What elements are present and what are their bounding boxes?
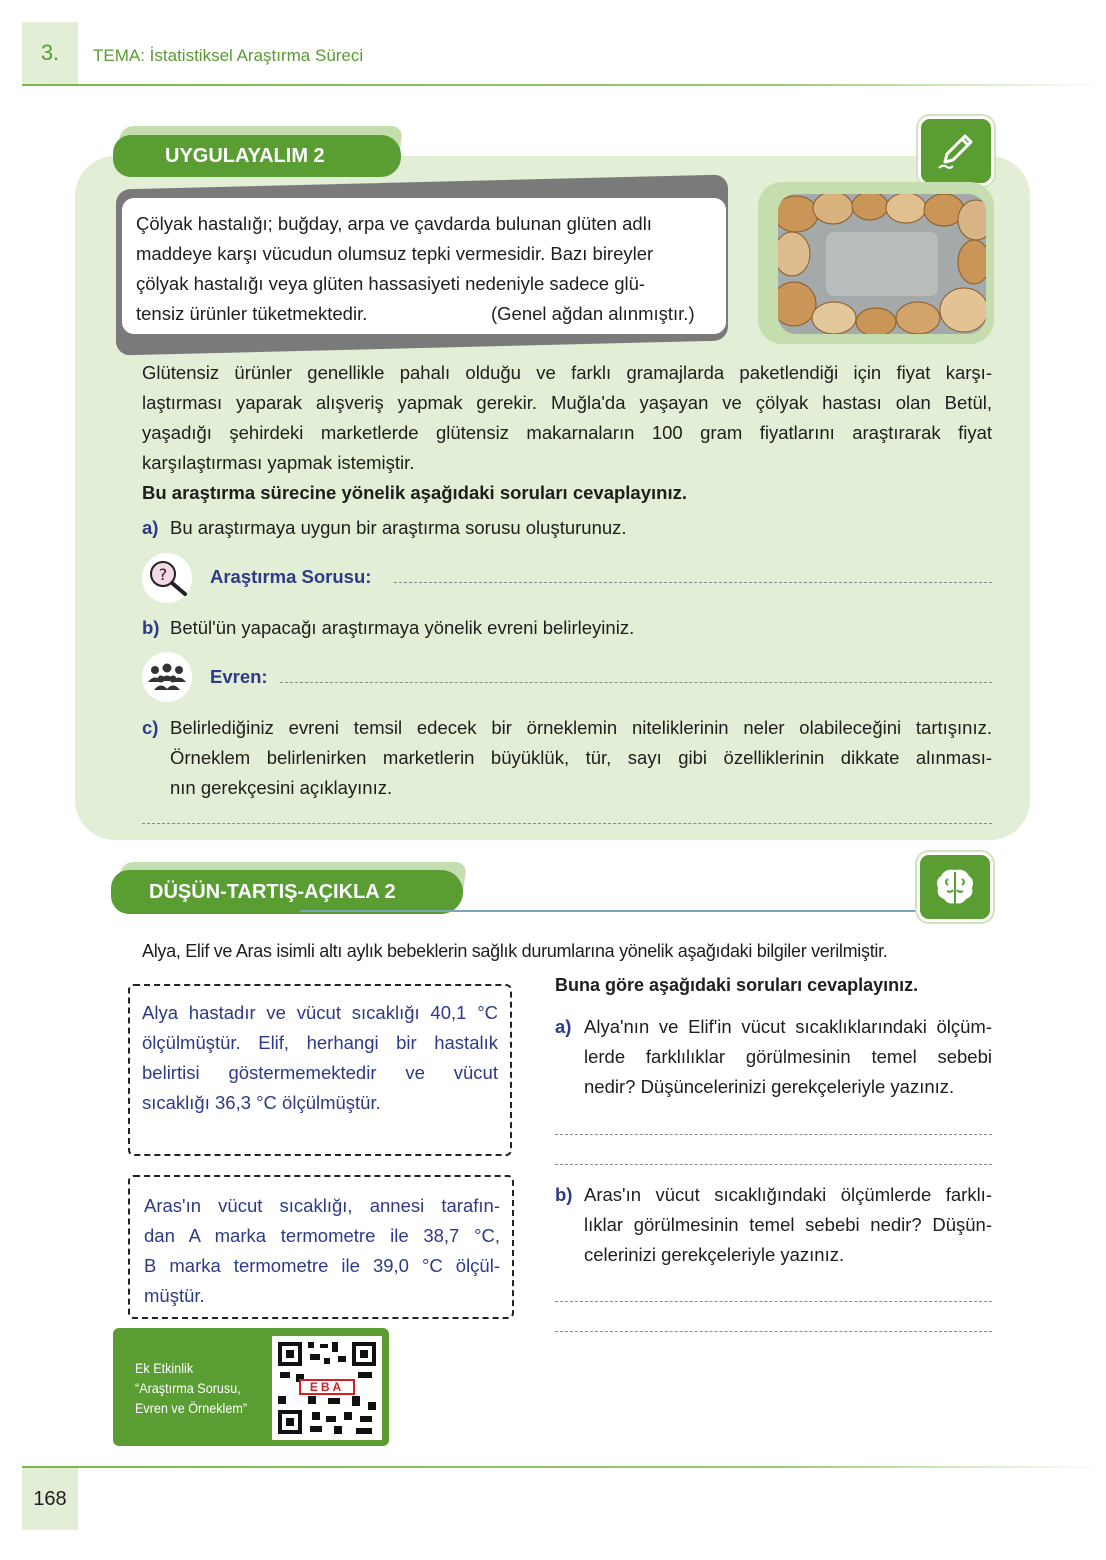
universe-label: Evren: — [210, 666, 268, 687]
s2-answer-a-line-1[interactable] — [555, 1134, 992, 1135]
section2-instruction: Buna göre aşağıdaki soruları cevaplayınız. — [555, 975, 919, 995]
info-box-line: dan A marka termometre ile 38,7 °C, — [144, 1225, 500, 1246]
svg-text:?: ? — [158, 565, 168, 584]
question-c-text — [170, 713, 992, 803]
info-box-alya-elif — [128, 984, 512, 1156]
info-box-line: sıcaklığı 36,3 °C ölçülmüştür. — [142, 1092, 381, 1113]
question-b-text: Betül'ün yapacağı araştırmaya yönelik evreni belirleyiniz. — [170, 617, 635, 638]
research-question-label: Araştırma Sorusu: — [210, 566, 372, 587]
pencil-icon — [918, 116, 994, 186]
header-divider — [22, 84, 1104, 86]
s2-question-a-line: lerde farklılıklar görülmesinin temel sebebi — [584, 1046, 992, 1067]
info-box-line: B marka termometre ile 39,0 °C ölçül- — [144, 1255, 500, 1276]
question-c-answer-line[interactable] — [142, 823, 992, 824]
s2-question-b-text — [584, 1180, 992, 1270]
s2-question-a-text — [584, 1012, 992, 1102]
section-divider — [300, 910, 930, 912]
question-c-line: nın gerekçesini açıklayınız. — [170, 777, 393, 798]
quote-line: maddeye karşı vücudun olumsuz tepki vermesidir. Bazı bireyler — [136, 243, 654, 264]
quote-line: Çölyak hastalığı; buğday, arpa ve çavdarda bulunan glüten adlı — [136, 213, 652, 234]
quote-line: çölyak hastalığı veya glüten hassasiyeti nedeniyle sadece glü- — [136, 273, 646, 294]
theme-title: TEMA: İstatistiksel Araştırma Süreci — [93, 46, 364, 65]
question-a-text: Bu araştırmaya uygun bir araştırma sorusu oluşturunuz. — [170, 517, 627, 538]
question-a-letter: a) — [142, 517, 159, 538]
chapter-number: 3. — [22, 22, 78, 84]
question-c-letter: c) — [142, 717, 159, 738]
s2-answer-a-line-2[interactable] — [555, 1164, 992, 1165]
quote-line: tensiz ürünler tüketmektedir. — [136, 303, 368, 324]
brain-icon — [917, 852, 993, 922]
extra-activity-line: Ek Etkinlik — [135, 1360, 194, 1376]
info-box-line: müştür. — [144, 1285, 205, 1306]
s2-question-b-line: celerinizi gerekçeleriyle yazınız. — [584, 1244, 845, 1265]
s2-question-a-line: nedir? Düşüncelerinizi gerekçeleriyle yazınız. — [584, 1076, 955, 1097]
research-question-answer-line[interactable] — [394, 582, 992, 583]
intro-line: Glütensiz ürünler genellikle pahalı olduğu ve farklı gramajlarda paketlendiği için fiyat karşı- — [142, 362, 992, 383]
section2-intro: Alya, Elif ve Aras isimli altı aylık bebeklerin sağlık durumlarına yönelik aşağıdaki bilgiler verilmiştir. — [142, 941, 888, 961]
people-group-icon — [142, 652, 192, 702]
qr-code[interactable] — [272, 1336, 382, 1440]
intro-paragraph — [142, 358, 992, 508]
info-box-aras — [128, 1175, 514, 1319]
question-c-line: Örneklem belirlenirken marketlerin büyüklük, tür, sayı gibi özelliklerinin dikkate alınması- — [170, 747, 992, 768]
question-b-letter: b) — [142, 617, 160, 638]
intro-line: laştırması yaparak alışveriş yapmak gerekir. Muğla'da yaşayan ve çölyak hastası olan Betül, — [142, 392, 992, 413]
section-title-uygulayalim: UYGULAYALIM 2 — [113, 135, 401, 177]
page-number: 168 — [22, 1468, 78, 1530]
s2-question-a-line: Alya'nın ve Elif'in vücut sıcaklıklarındaki ölçüm- — [584, 1016, 992, 1037]
s2-question-b-letter: b) — [555, 1184, 573, 1205]
info-box-line: belirtisi göstermemektedir ve vücut — [142, 1062, 498, 1083]
universe-answer-line[interactable] — [280, 682, 992, 683]
section-title-dusun-tartis: DÜŞÜN-TARTIŞ-AÇIKLA 2 — [111, 870, 463, 914]
info-box-line: Aras'ın vücut sıcaklığı, annesi tarafın- — [144, 1195, 500, 1216]
s2-question-a-letter: a) — [555, 1016, 572, 1037]
quote-source: (Genel ağdan alınmıştır.) — [491, 303, 695, 324]
bread-photo — [778, 194, 986, 334]
s2-question-b-line: Aras'ın vücut sıcaklığındaki ölçümlerde farklı- — [584, 1184, 992, 1205]
intro-line: yaşadığı şehirdeki marketlerde glütensiz makarnaların 100 gram fiyatlarını araştırarak fiyat — [142, 422, 992, 443]
s2-answer-b-line-2[interactable] — [555, 1331, 992, 1332]
quote-box — [122, 198, 726, 334]
question-c-line: Belirlediğiniz evreni temsil edecek bir örneklemin niteliklerinin neler olabileceğini tartışınız. — [170, 717, 992, 738]
s2-question-b-line: lıklar görülmesinin temel sebebi nedir? Düşün- — [584, 1214, 992, 1235]
eba-logo: EBA — [309, 1380, 345, 1394]
intro-line: karşılaştırması yapmak istemiştir. — [142, 452, 415, 473]
info-box-line: ölçülmüştür. Elif, herhangi bir hastalık — [142, 1032, 498, 1053]
s2-answer-b-line-1[interactable] — [555, 1301, 992, 1302]
extra-activity-line: Evren ve Örneklem” — [135, 1400, 248, 1416]
footer-divider — [22, 1466, 1104, 1468]
instruction-text: Bu araştırma sürecine yönelik aşağıdaki soruları cevaplayınız. — [142, 482, 687, 503]
extra-activity-line: “Araştırma Sorusu, — [135, 1380, 241, 1396]
info-box-line: Alya hastadır ve vücut sıcaklığı 40,1 °C — [142, 1002, 498, 1023]
question-magnifier-icon — [142, 553, 192, 603]
